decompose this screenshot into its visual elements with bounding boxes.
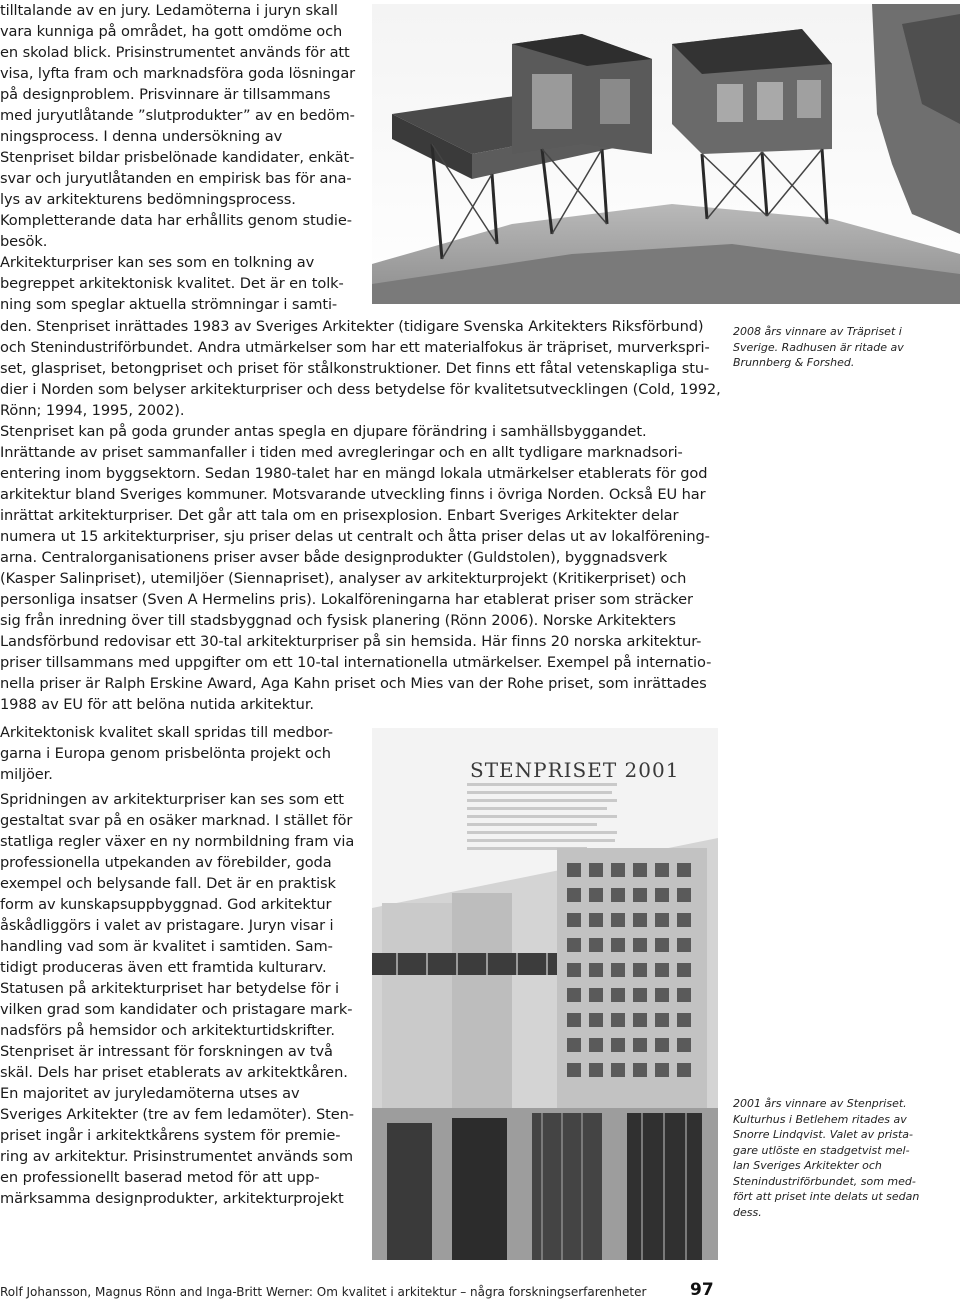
text-line: arna. Centralorganisationens priser avser både designprodukter (Guldstolen), byggnadsverk (0, 549, 668, 566)
text-line: tilltalande av en jury. Ledamöterna i juryn skall (0, 2, 338, 19)
photo-stenpriset-building (372, 728, 718, 1260)
text-line: Arkitektonisk kvalitet skall spridas till medbor- (0, 724, 333, 741)
text-line: En majoritet av juryledamöterna utses av (0, 1085, 300, 1102)
text-line: form av kunskapsuppbyggnad. God arkitektur (0, 896, 332, 913)
stilt-houses-illustration (372, 4, 960, 304)
photo-heading: STENPRISET 2001 (470, 758, 680, 782)
text-line: en professionellt baserad metod för att upp- (0, 1169, 320, 1186)
text-line: inrättat arkitekturpriser. Det går att tala om en prisexplosion. Enbart Sveriges Arkitekter delar (0, 507, 679, 524)
text-line: Spridningen av arkitekturpriser kan ses som ett (0, 791, 344, 808)
text-line: garna i Europa genom prisbelönta projekt och (0, 745, 331, 762)
text-line: gestaltat svar på en osäker marknad. I stället för (0, 812, 353, 829)
caption-line: Brunnberg & Forshed. (733, 356, 855, 369)
text-line: ring av arkitektur. Prisinstrumentet används som (0, 1148, 353, 1165)
text-line: personliga insatser (Sven A Hermelins pris). Lokalföreningarna har etablerat priser som sträcker (0, 591, 693, 608)
text-line: Statusen på arkitekturpriset har betydelse för i (0, 980, 339, 997)
text-line: svar och juryutlåtanden en empirisk bas för ana- (0, 170, 352, 187)
text-line: ning som speglar aktuella strömningar i samti- (0, 296, 338, 313)
caption-traepriset (733, 324, 904, 371)
text-line: numera ut 15 arkitekturpriser, sju priser delas ut centralt och åtta priser delas ut av lokalförening- (0, 528, 710, 545)
text-line: Stenpriset kan på goda grunder antas spegla en djupare förändring i samhällsbyggandet. (0, 423, 647, 440)
text-line: sig från inredning över till stadsbyggnad och fysisk planering (Rönn 2006). Norske Arkitekters (0, 612, 676, 629)
text-line: Rönn; 1994, 1995, 2002). (0, 402, 185, 419)
text-line: nella priser är Ralph Erskine Award, Aga Kahn priset och Mies van der Rohe priset, som inrättades (0, 675, 707, 692)
caption-line: 2008 års vinnare av Träpriset i (733, 325, 902, 338)
text-line: ningsprocess. I denna undersökning av (0, 128, 283, 145)
text-line: vilken grad som kandidater och pristagare mark- (0, 1001, 353, 1018)
text-line: en skolad blick. Prisinstrumentet används för att (0, 44, 350, 61)
text-line: Sveriges Arkitekter (tre av fem ledamöter). Sten- (0, 1106, 354, 1123)
text-line: Kompletterande data har erhållits genom studie- (0, 212, 352, 229)
text-line: Arkitekturpriser kan ses som en tolkning av (0, 254, 315, 271)
caption-line: dess. (733, 1205, 762, 1219)
caption-line: Stenindustriförbundet, som med- (733, 1174, 916, 1188)
text-line: Landsförbund redovisar ett 30-tal arkitekturpriser på sin hemsida. Här finns 20 norska arkitektur- (0, 633, 702, 650)
text-line: 1988 av EU för att belöna nutida arkitektur. (0, 696, 314, 713)
page-footer: Rolf Johansson, Magnus Rönn and Inga-Britt Werner: Om kvalitet i arkitektur – några forskningserfarenheter (0, 1285, 647, 1299)
text-line: arkitektur bland Sveriges kommuner. Motsvarande utveckling finns i övriga Norden. Också EU har (0, 486, 706, 503)
text-line: tidigt produceras även ett framtida kulturarv. (0, 959, 327, 976)
text-line: begreppet arkitektonisk kvalitet. Det är en tolk- (0, 275, 344, 292)
text-line: priser tillsammans med uppgifter om ett 10-tal internationella utmärkelser. Exempel på internatio- (0, 654, 712, 671)
text-line: entering inom byggsektorn. Sedan 1980-talet har en mängd lokala utmärkelser etablerats för god (0, 465, 708, 482)
text-line: och Stenindustriförbundet. Andra utmärkelser som har ett materialfokus är träpriset, murverkspri- (0, 339, 710, 356)
text-line: vara kunniga på området, ha gott omdöme och (0, 23, 343, 40)
text-line: Inrättande av priset sammanfaller i tiden med avregleringar och en allt tydligare marknadsori- (0, 444, 683, 461)
text-line: lys av arkitekturens bedömningsprocess. (0, 191, 296, 208)
text-line: märksamma designprodukter, arkitekturprojekt (0, 1190, 344, 1207)
photo-stilt-houses (372, 4, 960, 304)
text-line: statliga regler växer en ny normbildning fram via (0, 833, 355, 850)
caption-line: 2001 års vinnare av Stenpriset. (733, 1097, 907, 1110)
text-line: exempel och belysande fall. Det är en praktisk (0, 875, 336, 892)
text-line: nadsförs på hemsidor och arkitekturtidskrifter. (0, 1022, 335, 1039)
text-line: Stenpriset bildar prisbelönade kandidater, enkät- (0, 149, 355, 166)
text-line: set, glaspriset, betongpriset och priset för stålkonstruktioner. Det finns ett fåtal vetenskapliga stu- (0, 360, 710, 377)
caption-line: Kulturhus i Betlehem ritades av (733, 1112, 907, 1126)
page-number: 97 (690, 1280, 714, 1300)
text-line: åskådliggörs i valet av pristagare. Juryn visar i (0, 917, 334, 934)
text-line: handling vad som är kvalitet i samtiden. Sam- (0, 938, 333, 955)
caption-line: Snorre Lindqvist. Valet av prista- (733, 1128, 913, 1141)
caption-line: lan Sveriges Arkitekter och (733, 1159, 882, 1172)
text-line: visa, lyfta fram och marknadsföra goda lösningar (0, 65, 356, 82)
text-line: besök. (0, 233, 48, 250)
text-line: på designproblem. Prisvinnare är tillsammans (0, 86, 331, 103)
text-line: skäl. Dels har priset etablerats av arkitektkåren. (0, 1064, 348, 1081)
text-line: Stenpriset är intressant för forskningen av två (0, 1043, 333, 1060)
text-line: professionella utpekanden av förebilder, goda (0, 854, 332, 871)
caption-line: Sverige. Radhusen är ritade av (733, 340, 904, 354)
text-line: miljöer. (0, 766, 53, 783)
text-line: priset ingår i arkitektkårens system för premie- (0, 1127, 341, 1144)
caption-stenpriset (733, 1096, 919, 1220)
building-illustration (372, 728, 718, 1260)
text-line: dier i Norden som belyser arkitekturpriser och dess betydelse för kvalitetsutvecklingen (Cold, 1992, (0, 381, 721, 398)
text-line: den. Stenpriset inrättades 1983 av Sveriges Arkitekter (tidigare Svenska Arkitekters Riksförbund) (0, 318, 704, 335)
caption-line: gare utlöste en stadgetvist mel- (733, 1143, 910, 1157)
caption-line: fört att priset inte delats ut sedan (733, 1190, 920, 1203)
text-line: (Kasper Salinpriset), utemiljöer (Siennapriset), analyser av arkitekturprojekt (Kritikerpriset) och (0, 570, 687, 587)
text-line: med juryutlåtande ”slutprodukter” av en bedöm- (0, 107, 355, 124)
